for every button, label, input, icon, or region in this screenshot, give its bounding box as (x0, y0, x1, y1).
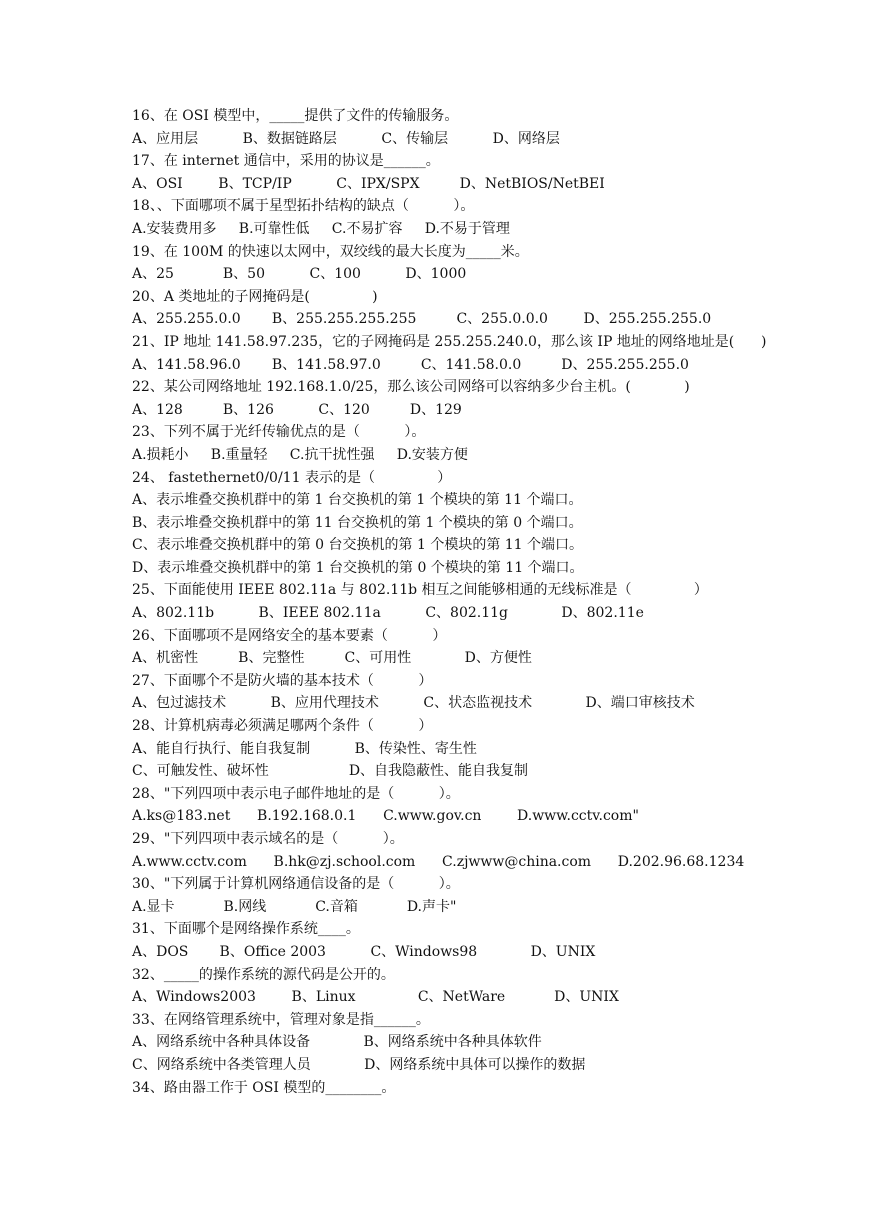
option-line: A、OSI B、TCP/IP C、IPX/SPX D、NetBIOS/NetBEI (132, 175, 605, 192)
option-line: C、可触发性、破坏性 D、自我隐蔽性、能自我复制 (132, 763, 529, 780)
option-line: A、128 B、126 C、120 D、129 (132, 401, 462, 418)
question-line: 25、下面能使用 IEEE 802.11a 与 802.11b 相互之间能够相通的无线标准是（ ） (132, 582, 708, 599)
question-line: 16、在 OSI 模型中，_____提供了文件的传输服务。 (132, 108, 459, 124)
question-line: 29、"下列四项中表示域名的是（ ）。 (132, 831, 404, 847)
option-line: A.安装费用多 B.可靠性低 C.不易扩容 D.不易于管理 (132, 220, 510, 237)
option-line: A.www.cctv.com B.hk@zj.school.com C.zjwww@china.com D.202.96.68.1234 (132, 853, 745, 870)
option-line: A.ks@183.net B.192.168.0.1 C.www.gov.cn D.www.cctv.com" (132, 808, 639, 825)
option-line: A、802.11b B、IEEE 802.11a C、802.11g D、802.11e (132, 605, 644, 622)
option-line: C、网络系统中各类管理人员 D、网络系统中具体可以操作的数据 (132, 1056, 586, 1073)
question-line: 31、下面哪个是网络操作系统____。 (132, 921, 360, 938)
option-line: A、255.255.0.0 B、255.255.255.255 C、255.0.0.0 D、255.255.255.0 (132, 311, 712, 328)
question-line: 17、在 internet 通信中，采用的协议是______。 (132, 153, 440, 170)
question-line: 22、某公司网络地址 192.168.1.0/25，那么该公司网络可以容纳多少台主机。( ) (132, 379, 690, 396)
question-line: 18、、下面哪项不属于星型拓扑结构的缺点（ ）。 (132, 198, 475, 215)
question-line: 34、路由器工作于 OSI 模型的________。 (132, 1079, 396, 1096)
option-line: A.显卡 B.网线 C.音箱 D.声卡" (132, 898, 457, 915)
option-line: A、应用层 B、数据链路层 C、传输层 D、网络层 (132, 130, 560, 147)
option-line: A、机密性 B、完整性 C、可用性 D、方便性 (132, 650, 532, 667)
exam-questions (132, 105, 832, 1099)
question-line: 23、下列不属于光纤传输优点的是（ ）。 (132, 424, 426, 441)
question-line: 26、下面哪项不是网络安全的基本要素（ ） (132, 627, 447, 644)
question-line: 28、计算机病毒必须满足哪两个条件（ ） (132, 718, 433, 735)
option-line: A、包过滤技术 B、应用代理技术 C、状态监视技术 D、端口审核技术 (132, 695, 695, 712)
option-line: A、25 B、50 C、100 D、1000 (132, 266, 467, 283)
option-line: A、DOS B、Office 2003 C、Windows98 D、UNIX (132, 943, 596, 960)
option-line: A、表示堆叠交换机群中的第 1 台交换机的第 1 个模块的第 11 个端口。 (132, 492, 583, 509)
option-line: A、能自行执行、能自我复制 B、传染性、寄生性 (132, 740, 477, 757)
question-line: 24、 fastethernet0/0/11 表示的是（ ） (132, 469, 452, 486)
question-line: 19、在 100M 的快速以太网中，双绞线的最大长度为_____米。 (132, 243, 529, 260)
option-line: A、141.58.96.0 B、141.58.97.0 C、141.58.0.0 D、255.255.255.0 (132, 356, 689, 373)
question-line: 21、IP 地址 141.58.97.235，它的子网掩码是 255.255.240.0，那么该 IP 地址的网络地址是( ) (132, 333, 767, 350)
question-line: 30、"下列属于计算机网络通信设备的是（ ）。 (132, 876, 460, 893)
question-line: 32、_____的操作系统的源代码是公开的。 (132, 966, 395, 983)
question-line: 33、在网络管理系统中，管理对象是指______。 (132, 1011, 430, 1028)
option-line: A、Windows2003 B、Linux C、NetWare D、UNIX (132, 989, 619, 1006)
option-line: D、表示堆叠交换机群中的第 1 台交换机的第 0 个模块的第 11 个端口。 (132, 559, 584, 576)
option-line: C、表示堆叠交换机群中的第 0 台交换机的第 1 个模块的第 11 个端口。 (132, 537, 584, 554)
question-line: 20、A 类地址的子网掩码是( ) (132, 288, 378, 305)
question-line: 28、"下列四项中表示电子邮件地址的是（ ）。 (132, 785, 460, 802)
option-line: A、网络系统中各种具体设备 B、网络系统中各种具体软件 (132, 1034, 542, 1051)
question-line: 27、下面哪个不是防火墙的基本技术（ ） (132, 672, 433, 689)
option-line: A.损耗小 B.重量轻 C.抗干扰性强 D.安装方便 (132, 446, 468, 463)
option-line: B、表示堆叠交换机群中的第 11 台交换机的第 1 个模块的第 0 个端口。 (132, 514, 583, 531)
